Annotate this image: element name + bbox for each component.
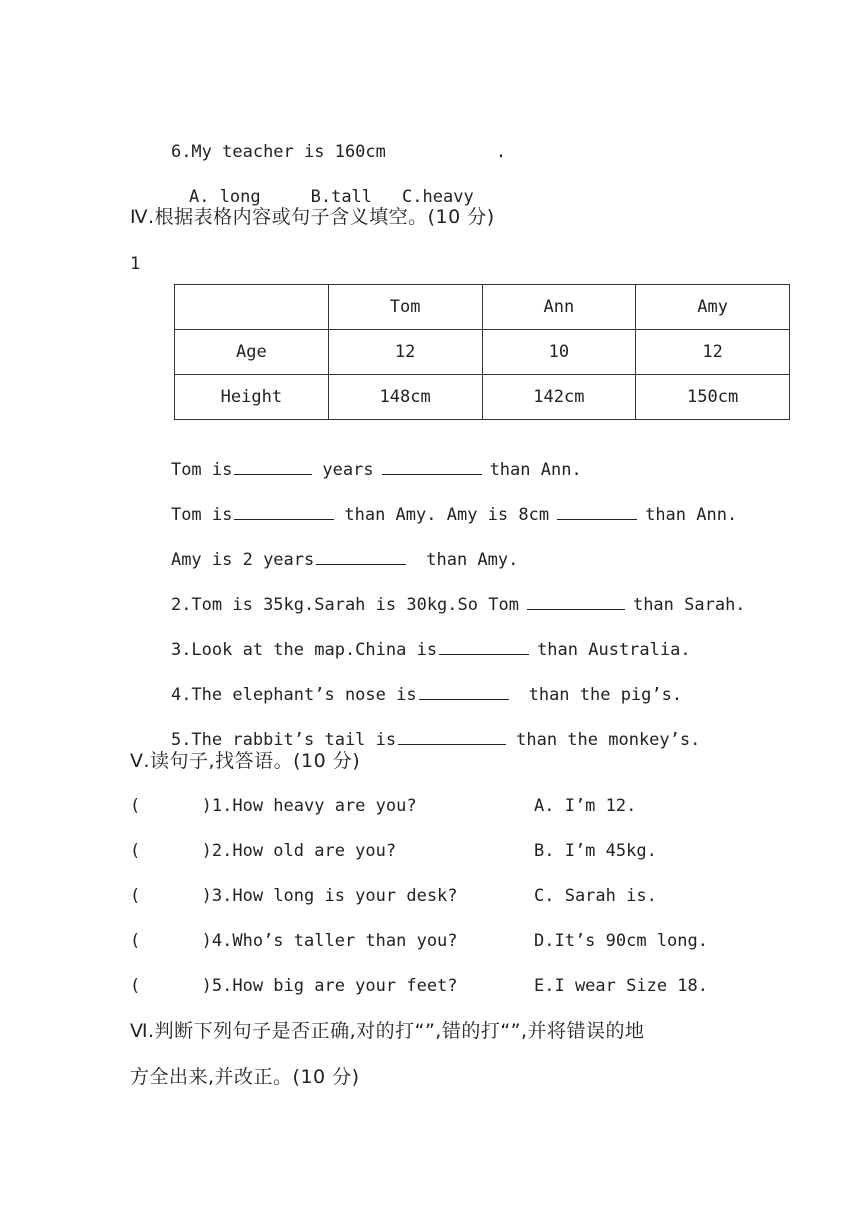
table-fill-line-2 bbox=[130, 479, 738, 525]
answer-paren[interactable]: ( ) bbox=[130, 796, 212, 816]
match-answer-b: B. I’m 45kg. bbox=[534, 841, 657, 861]
answer-paren[interactable]: ( ) bbox=[130, 841, 212, 861]
fill-text: than Australia. bbox=[537, 640, 691, 660]
section4-item1-number: 1 bbox=[130, 254, 141, 274]
table-cell: 10 bbox=[482, 330, 636, 375]
height-age-table bbox=[174, 284, 790, 420]
q6-option-a: A. long bbox=[188, 187, 261, 207]
match-answer-d: D.It’s 90cm long. bbox=[534, 931, 708, 951]
match-answer-c: C. Sarah is. bbox=[534, 886, 657, 906]
fill-blank[interactable] bbox=[234, 503, 334, 520]
fill-text: 4.The elephant’s nose is bbox=[170, 685, 417, 705]
fill-text: than Amy. bbox=[426, 550, 519, 570]
section5-heading: Ⅴ.读句子,找答语。(10 分) bbox=[130, 750, 361, 772]
table-cell: 150cm bbox=[636, 375, 790, 420]
table-cell: 148cm bbox=[328, 375, 482, 420]
answer-paren[interactable]: ( ) bbox=[130, 886, 212, 906]
q6-options bbox=[148, 161, 474, 207]
section4-q2 bbox=[130, 569, 746, 615]
table-header-ann: Ann bbox=[482, 285, 636, 330]
fill-text: than Ann. bbox=[645, 505, 738, 525]
fill-text: than Sarah. bbox=[632, 595, 746, 615]
section4-q4 bbox=[130, 659, 683, 705]
table-row-label-age: Age bbox=[175, 330, 329, 375]
table-row bbox=[175, 330, 790, 375]
fill-text: than the monkey’s. bbox=[516, 730, 701, 750]
table-header-tom: Tom bbox=[328, 285, 482, 330]
question-text: 5.How big are your feet? bbox=[211, 976, 458, 996]
match-question-2 bbox=[130, 839, 396, 863]
match-answer-a: A. I’m 12. bbox=[534, 796, 637, 816]
table-row-label-height: Height bbox=[175, 375, 329, 420]
fill-blank[interactable] bbox=[316, 548, 406, 565]
table-fill-line-3 bbox=[130, 524, 519, 570]
question-text: 3.How long is your desk? bbox=[211, 886, 458, 906]
table-header-amy: Amy bbox=[636, 285, 790, 330]
table-fill-line-1 bbox=[130, 434, 582, 480]
fill-text: than Ann. bbox=[489, 460, 582, 480]
fill-text: than Amy. Amy is 8cm bbox=[344, 505, 550, 525]
match-answer-e: E.I wear Size 18. bbox=[534, 976, 708, 996]
fill-blank[interactable] bbox=[557, 503, 637, 520]
section4-q3 bbox=[130, 614, 691, 660]
answer-paren[interactable]: ( ) bbox=[130, 976, 212, 996]
fill-text: Tom is bbox=[170, 460, 233, 480]
match-question-5 bbox=[130, 974, 458, 998]
section4-heading: Ⅳ.根据表格内容或句子含义填空。(10 分) bbox=[130, 206, 495, 228]
question-text: 1.How heavy are you? bbox=[211, 796, 417, 816]
fill-text: 2.Tom is 35kg.Sarah is 30kg.So Tom bbox=[170, 595, 519, 615]
table-header-row bbox=[175, 285, 790, 330]
fill-blank[interactable] bbox=[382, 458, 482, 475]
q6-stem: 6.My teacher is 160cm bbox=[170, 142, 386, 162]
fill-blank[interactable] bbox=[234, 458, 312, 475]
match-question-1 bbox=[130, 794, 417, 818]
fill-text: Tom is bbox=[170, 505, 233, 525]
fill-text: 3.Look at the map.China is bbox=[170, 640, 438, 660]
table-cell-corner bbox=[175, 285, 329, 330]
fill-blank[interactable] bbox=[527, 593, 625, 610]
section6-heading-line1: Ⅵ.判断下列句子是否正确,对的打“”,错的打“”,并将错误的地 bbox=[130, 1020, 645, 1042]
match-question-3 bbox=[130, 884, 458, 908]
table-cell: 12 bbox=[328, 330, 482, 375]
fill-blank[interactable] bbox=[419, 683, 509, 700]
fill-text: 5.The rabbit’s tail is bbox=[170, 730, 397, 750]
match-question-4 bbox=[130, 929, 458, 953]
question-text: 2.How old are you? bbox=[211, 841, 397, 861]
fill-blank[interactable] bbox=[439, 638, 529, 655]
fill-text: Amy is 2 years bbox=[170, 550, 315, 570]
fill-text: years bbox=[322, 460, 374, 480]
table-cell: 142cm bbox=[482, 375, 636, 420]
table-cell: 12 bbox=[636, 330, 790, 375]
answer-paren[interactable]: ( ) bbox=[130, 931, 212, 951]
fill-blank[interactable] bbox=[398, 728, 506, 745]
fill-text: than the pig’s. bbox=[528, 685, 683, 705]
section4-q5 bbox=[130, 704, 701, 750]
question-text: 4.Who’s taller than you? bbox=[211, 931, 458, 951]
q6-period: . bbox=[495, 142, 507, 162]
table-row bbox=[175, 375, 790, 420]
q6-option-c: C.heavy bbox=[402, 187, 474, 207]
q6-option-b: B.tall bbox=[310, 187, 373, 207]
q6-line bbox=[130, 116, 507, 162]
section6-heading-line2: 方全出来,并改正。(10 分) bbox=[130, 1066, 360, 1088]
